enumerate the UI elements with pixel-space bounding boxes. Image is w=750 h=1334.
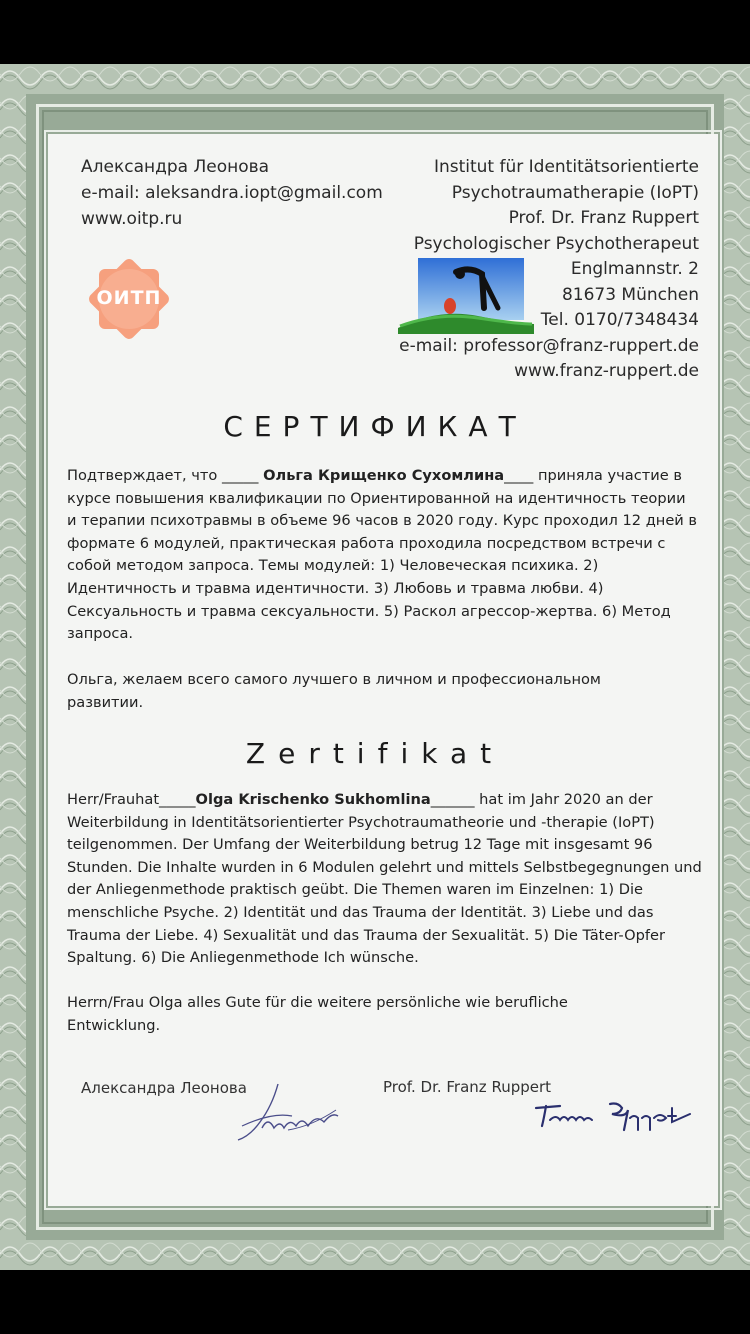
ru-body — [67, 465, 699, 646]
right-signatory-name: Prof. Dr. Franz Ruppert — [383, 1078, 552, 1096]
de-body — [67, 789, 703, 970]
left-header-website: www.oitp.ru — [81, 209, 183, 229]
right-header-line: Englmannstr. 2 — [570, 259, 699, 279]
de-intro-before: Herr/Frauhat_____ — [67, 791, 196, 808]
oitp-logo-text: ОИТП — [96, 287, 162, 309]
right-header-line: www.franz-ruppert.de — [514, 361, 699, 381]
right-header-line: Prof. Dr. Franz Ruppert — [508, 208, 699, 228]
right-header-line: Tel. 0170/7348434 — [540, 310, 699, 330]
right-header-line: Institut für Identitätsorientierte — [433, 157, 699, 177]
de-title: Zertifikat — [245, 737, 505, 770]
iopt-logo — [398, 258, 534, 334]
right-header-line: Psychotraumatherapie (IoPT) — [451, 182, 699, 203]
ru-intro-after: ____ приняла участие в курсе повышения квалификации по Ориентированной на идентичность теории и терапии психотравмы в объеме 96 часов в 2020 году. Курс проходил 12 дней в формате 6 модулей, практическая работа проходила посредством встречи с собой методом запроса. Темы модулей: 1) Человеческая психика. 2) Идентичность и травма идентичности. 3) Любовь и травма любви. 4) Сексуальность и травма сексуальности. 5) Раскол агрессор-жертва. 6) Метод запроса. — [67, 467, 698, 643]
ru-recipient-name: Ольга Крищенко Сухомлина — [263, 467, 505, 484]
left-signature — [232, 1082, 344, 1144]
de-wish: Herrn/Frau Olga alles Gute für die weitere persönliche wie berufliche Entwicklung. — [67, 994, 568, 1034]
left-header-email: e-mail: aleksandra.iopt@gmail.com — [81, 183, 383, 203]
ru-wish: Ольга, желаем всего самого лучшего в личном и профессиональном развитии. — [67, 671, 601, 711]
right-signature — [530, 1100, 695, 1134]
ru-intro-before: Подтверждает, что _____ — [67, 467, 264, 484]
oitp-logo — [80, 250, 178, 348]
de-intro-after: ______ hat im Jahr 2020 an der Weiterbildung in Identitätsorientierter Psychotraumatheorie und -therapie (IoPT) teilgenommen. Der Umfang der Weiterbildung betrug 12 Tage mit insgesamt 96 Stunden. Die Inhalte wurden in 6 Modulen gelehrt und mittels Selbstbegegnungen und der Anliegenmethode praktisch geübt. Die Themen waren im Einzelnen: 1) Die menschliche Psyche. 2) Identität und das Trauma der Identität. 3) Liebe und das Trauma der Liebe. 4) Sexualität und das Trauma der Sexualität. 5) Die Täter-Opfer Spaltung. 6) Die Anliegenmethode Ich wünsche. — [67, 791, 702, 967]
right-header-line: 81673 München — [561, 284, 699, 305]
de-recipient-name: Olga Krischenko Sukhomlina — [195, 791, 431, 808]
left-signatory-name: Александра Леонова — [81, 1079, 247, 1097]
right-header-line: Psychologischer Psychotherapeut — [413, 233, 699, 254]
right-header-line: e-mail: professor@franz-ruppert.de — [399, 335, 699, 356]
left-header-name: Александра Леонова — [81, 157, 270, 177]
ru-title: СЕРТИФИКАТ — [223, 410, 527, 443]
